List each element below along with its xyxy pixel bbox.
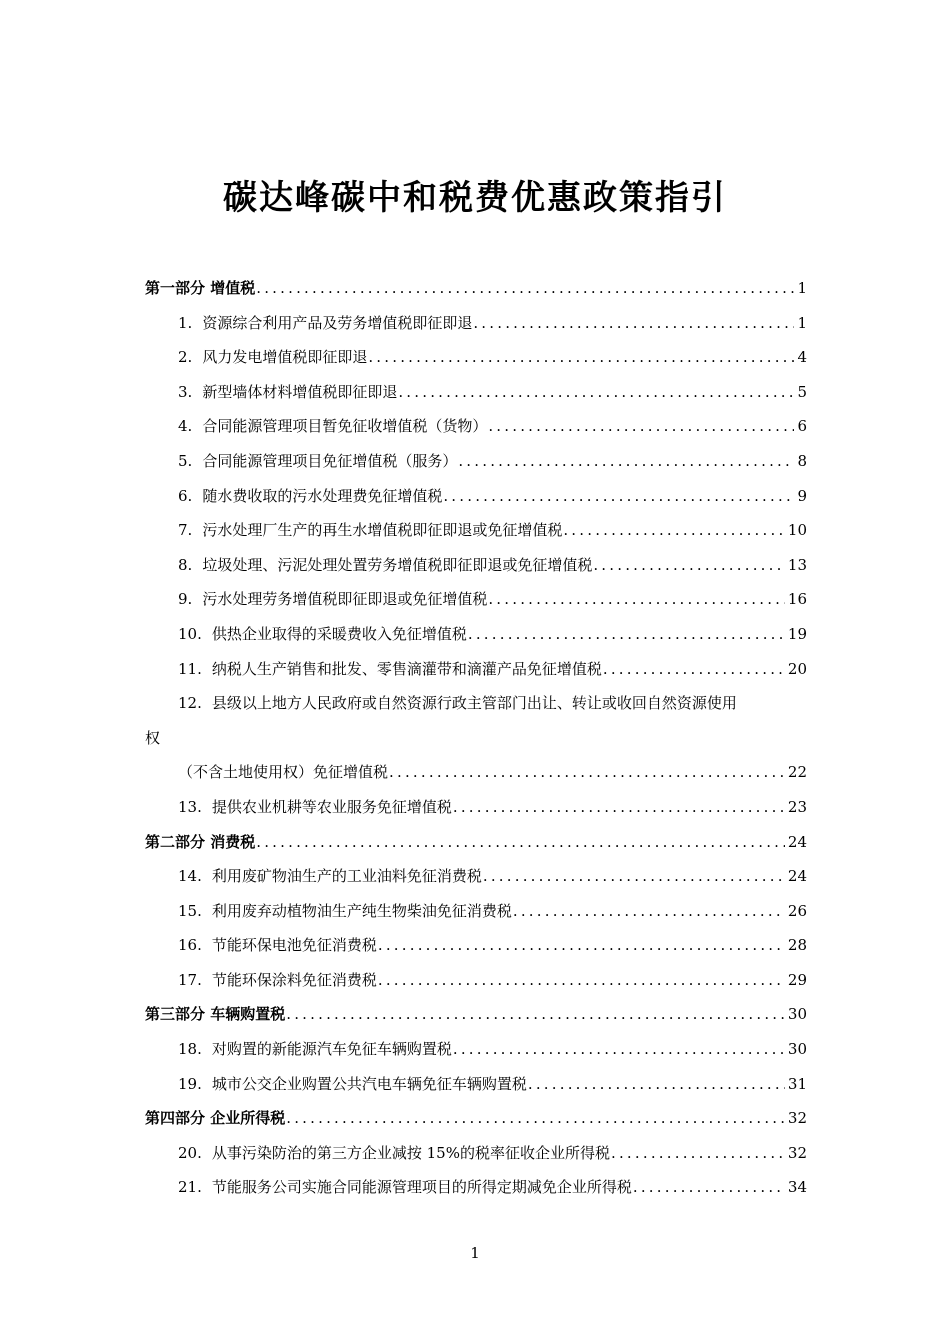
toc-item-text: 利用废矿物油生产的工业油料免征消费税 bbox=[211, 867, 482, 886]
toc-item[interactable] bbox=[145, 444, 807, 479]
toc-item-number: 5. bbox=[178, 451, 193, 470]
dot-leader bbox=[528, 1067, 785, 1102]
toc-item[interactable] bbox=[145, 513, 807, 548]
toc-item-text: 利用废弃动植物油生产纯生物柴油免征消费税 bbox=[211, 901, 512, 920]
toc-item[interactable] bbox=[145, 375, 807, 410]
toc-item-text: 新型墙体材料增值税即征即退 bbox=[202, 382, 398, 401]
toc-item[interactable] bbox=[145, 1032, 807, 1067]
toc-item-text: 供热企业取得的采暖费收入免征增值税 bbox=[211, 624, 467, 643]
toc-part-label: 第三部分 车辆购置税 bbox=[145, 1005, 286, 1024]
toc-item-number: 1. bbox=[178, 313, 193, 332]
toc-page-number: 9 bbox=[797, 486, 807, 505]
toc-page-number: 32 bbox=[787, 1143, 807, 1162]
dot-leader bbox=[468, 617, 785, 652]
toc-item-number: 7. bbox=[178, 521, 193, 540]
toc-item-text: 纳税人生产销售和批发、零售滴灌带和滴灌产品免征增值税 bbox=[211, 659, 602, 678]
toc-item-text: 污水处理厂生产的再生水增值税即征即退或免征增值税 bbox=[202, 521, 563, 540]
toc-item-number: 17. bbox=[178, 970, 202, 989]
toc-item-text: 合同能源管理项目暂免征收增值税（货物） bbox=[202, 417, 488, 436]
toc-part-vehicle-purchase-tax[interactable] bbox=[145, 997, 807, 1032]
toc-item-number: 9. bbox=[178, 590, 193, 609]
toc-item[interactable] bbox=[145, 582, 807, 617]
toc-item[interactable] bbox=[145, 479, 807, 514]
toc-item-number: 21. bbox=[178, 1178, 202, 1197]
toc-page-number: 29 bbox=[787, 970, 807, 989]
toc-page-number: 23 bbox=[787, 797, 807, 816]
dot-leader bbox=[603, 652, 785, 687]
toc-item-text: 节能环保电池免征消费税 bbox=[211, 936, 377, 955]
dot-leader bbox=[513, 894, 785, 929]
toc-page-number: 24 bbox=[787, 832, 807, 851]
dot-leader bbox=[611, 1136, 785, 1171]
toc-page-number: 1 bbox=[797, 279, 807, 297]
toc-item-line2[interactable] bbox=[145, 721, 807, 756]
dot-leader bbox=[458, 444, 794, 479]
dot-leader bbox=[488, 409, 794, 444]
toc-item-number: 12. bbox=[178, 694, 202, 713]
dot-leader bbox=[389, 755, 785, 790]
toc-item-number: 2. bbox=[178, 348, 193, 367]
toc-item-text: 污水处理劳务增值税即征即退或免征增值税 bbox=[202, 590, 488, 609]
toc-page-number: 30 bbox=[787, 1040, 807, 1059]
toc-page-number: 32 bbox=[787, 1109, 807, 1128]
toc-item[interactable] bbox=[145, 859, 807, 894]
toc-item[interactable] bbox=[145, 1136, 807, 1171]
toc-item-text: 从事污染防治的第三方企业减按 15%的税率征收企业所得税 bbox=[211, 1143, 610, 1162]
toc-page-number: 13 bbox=[787, 555, 807, 574]
toc-part-consumption-tax[interactable] bbox=[145, 825, 807, 860]
toc-item-text: 随水费收取的污水处理费免征增值税 bbox=[202, 486, 443, 505]
toc-item[interactable] bbox=[145, 1067, 807, 1102]
toc-item-number: 16. bbox=[178, 936, 202, 955]
toc-item-number: 20. bbox=[178, 1143, 202, 1162]
dot-leader bbox=[368, 340, 794, 375]
dot-leader bbox=[286, 997, 785, 1032]
toc-item[interactable] bbox=[145, 652, 807, 687]
dot-leader bbox=[483, 859, 785, 894]
toc-item[interactable] bbox=[145, 340, 807, 375]
toc-item-text: 提供农业机耕等农业服务免征增值税 bbox=[211, 797, 452, 816]
toc-item[interactable] bbox=[145, 894, 807, 929]
toc-part-label: 第四部分 企业所得税 bbox=[145, 1109, 286, 1128]
page-footer-number: 1 bbox=[470, 1244, 480, 1262]
toc-item-text: 权 bbox=[145, 728, 161, 747]
toc-item-line3[interactable] bbox=[145, 755, 807, 790]
toc-item-text: 合同能源管理项目免征增值税（服务） bbox=[202, 451, 458, 470]
toc-page-number: 24 bbox=[787, 867, 807, 886]
toc-page-number: 19 bbox=[787, 624, 807, 643]
toc-item[interactable] bbox=[145, 306, 807, 341]
toc-item-number: 3. bbox=[178, 382, 193, 401]
toc-item-text: 县级以上地方人民政府或自然资源行政主管部门出让、转让或收回自然资源使用 bbox=[211, 694, 737, 713]
toc-item-number: 13. bbox=[178, 797, 202, 816]
toc-item-number: 18. bbox=[178, 1040, 202, 1059]
toc-page-number: 8 bbox=[797, 451, 807, 470]
dot-leader bbox=[286, 1101, 785, 1136]
toc-item[interactable] bbox=[145, 409, 807, 444]
document-title: 碳达峰碳中和税费优惠政策指引 bbox=[223, 178, 727, 218]
toc-item-number: 4. bbox=[178, 417, 193, 436]
toc-item-text: 节能环保涂料免征消费税 bbox=[211, 970, 377, 989]
toc-part-label: 第一部分 增值税 bbox=[145, 279, 256, 297]
toc-item-text: 城市公交企业购置公共汽电车辆免征车辆购置税 bbox=[211, 1074, 527, 1093]
toc-item-number: 19. bbox=[178, 1074, 202, 1093]
toc-item[interactable] bbox=[145, 617, 807, 652]
dot-leader bbox=[453, 790, 785, 825]
toc-item-number: 14. bbox=[178, 867, 202, 886]
dot-leader bbox=[453, 1032, 785, 1067]
toc-item-number: 10. bbox=[178, 624, 202, 643]
toc-item-text: （不含土地使用权）免征增值税 bbox=[178, 763, 389, 782]
dot-leader bbox=[593, 548, 785, 583]
dot-leader bbox=[488, 582, 785, 617]
toc-item[interactable] bbox=[145, 928, 807, 963]
toc-item[interactable] bbox=[145, 963, 807, 998]
toc-item-text: 垃圾处理、污泥处理处置劳务增值税即征即退或免征增值税 bbox=[202, 555, 593, 574]
toc-part-corporate-income-tax[interactable] bbox=[145, 1101, 807, 1136]
toc-page-number: 31 bbox=[787, 1074, 807, 1093]
dot-leader bbox=[378, 928, 785, 963]
toc-part-vat[interactable] bbox=[145, 271, 807, 306]
toc-item-text: 节能服务公司实施合同能源管理项目的所得定期减免企业所得税 bbox=[211, 1178, 632, 1197]
toc-page-number: 4 bbox=[797, 348, 807, 367]
toc-page-number: 34 bbox=[787, 1178, 807, 1197]
toc-item-text: 风力发电增值税即征即退 bbox=[202, 348, 368, 367]
toc-page-number: 6 bbox=[797, 417, 807, 436]
toc-item[interactable] bbox=[145, 790, 807, 825]
toc-page-number: 1 bbox=[797, 313, 807, 332]
toc-item-number: 11. bbox=[178, 659, 202, 678]
toc-item-number: 8. bbox=[178, 555, 193, 574]
table-of-contents bbox=[145, 271, 807, 1205]
toc-page-number: 5 bbox=[797, 382, 807, 401]
dot-leader bbox=[378, 963, 785, 998]
dot-leader bbox=[398, 375, 794, 410]
toc-page-number: 26 bbox=[787, 901, 807, 920]
dot-leader bbox=[256, 825, 785, 860]
dot-leader bbox=[443, 479, 794, 514]
toc-page-number: 10 bbox=[787, 521, 807, 540]
dot-leader bbox=[256, 271, 794, 306]
toc-item-text: 资源综合利用产品及劳务增值税即征即退 bbox=[202, 313, 473, 332]
toc-item[interactable] bbox=[145, 1170, 807, 1205]
toc-item-number: 15. bbox=[178, 901, 202, 920]
dot-leader bbox=[473, 306, 794, 341]
toc-item-text: 对购置的新能源汽车免征车辆购置税 bbox=[211, 1040, 452, 1059]
toc-page-number: 16 bbox=[787, 590, 807, 609]
toc-page-number: 30 bbox=[787, 1005, 807, 1024]
toc-page-number: 22 bbox=[787, 763, 807, 782]
dot-leader bbox=[633, 1170, 785, 1205]
toc-page-number: 28 bbox=[787, 936, 807, 955]
toc-item-line1[interactable] bbox=[145, 686, 807, 721]
toc-page-number: 20 bbox=[787, 659, 807, 678]
toc-item[interactable] bbox=[145, 548, 807, 583]
dot-leader bbox=[563, 513, 785, 548]
toc-part-label: 第二部分 消费税 bbox=[145, 832, 256, 851]
toc-item-number: 6. bbox=[178, 486, 193, 505]
